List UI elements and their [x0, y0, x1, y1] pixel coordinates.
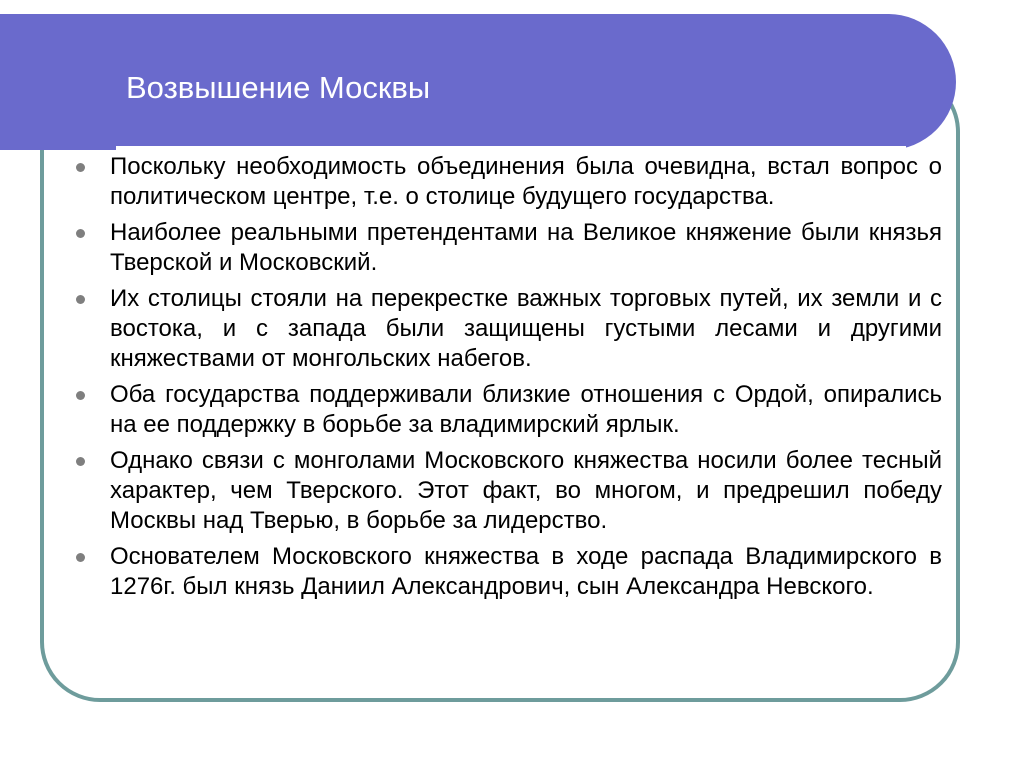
bullet-item-5 [76, 446, 942, 536]
bullet-dot-icon [76, 391, 85, 400]
bullet-item-2 [76, 218, 942, 278]
bullet-text: Основателем Московского княжества в ходе распада Владимирского в 1276г. был князь Даниил Александрович, сын Александра Невского. [110, 543, 942, 600]
bullet-text: Однако связи с монголами Московского княжества носили более тесный характер, чем Тверского. Этот факт, во многом, и предрешил победу Москвы над Тверью, в борьбе за лидерство. [110, 447, 942, 534]
bullet-dot-icon [76, 553, 85, 562]
bullet-text: Оба государства поддерживали близкие отношения с Ордой, опирались на ее поддержку в борьбе за владимирский ярлык. [110, 381, 942, 438]
bullet-text: Поскольку необходимость объединения была очевидна, встал вопрос о политическом центре, т.е. о столице будущего государства. [110, 153, 942, 210]
title-bar [0, 14, 956, 150]
title-underline [116, 146, 906, 150]
bullet-text: Наиболее реальными претендентами на Великое княжение были князья Тверской и Московский. [110, 219, 942, 276]
bullet-dot-icon [76, 163, 85, 172]
slide-title: Возвышение Москвы [126, 70, 431, 105]
bullet-item-6 [76, 542, 942, 602]
bullet-text: Их столицы стояли на перекрестке важных торговых путей, их земли и с востока, и с запада были защищены густыми лесами и другими княжествами от монгольских набегов. [110, 285, 942, 372]
bullet-list [76, 152, 942, 608]
bullet-item-3 [76, 284, 942, 374]
bullet-dot-icon [76, 229, 85, 238]
bullet-dot-icon [76, 457, 85, 466]
bullet-item-1 [76, 152, 942, 212]
bullet-item-4 [76, 380, 942, 440]
bullet-dot-icon [76, 295, 85, 304]
